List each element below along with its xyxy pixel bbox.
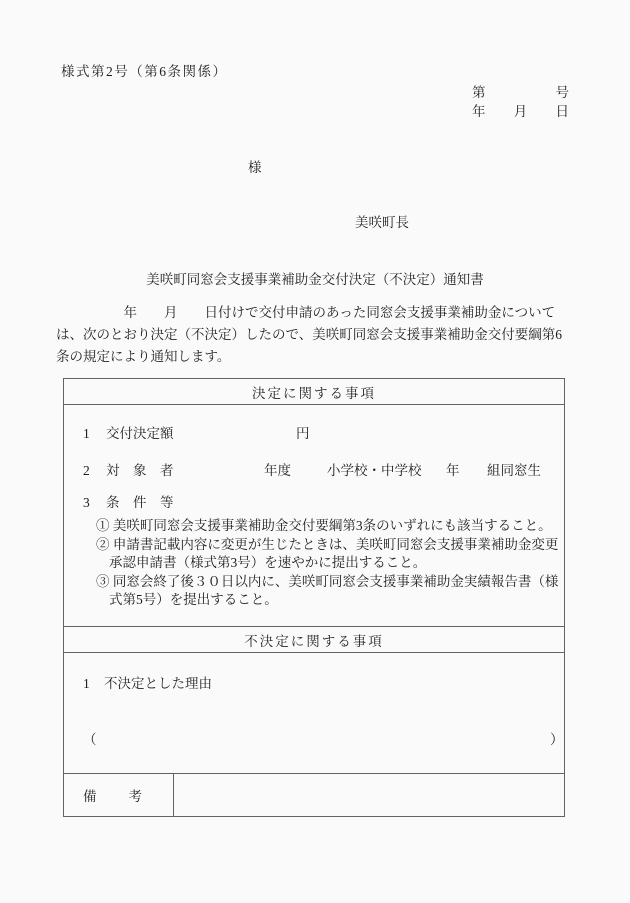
doc-number-prefix: 第 [472,85,486,100]
decision-item-target [64,462,564,480]
condition-item: ② 申請書記載内容に変更が生じたときは、美咲町同窓会支援事業補助金変更承認申請書（様式第3号）を速やかに提出すること。 [96,536,559,570]
rejection-reason-line [64,675,564,693]
item-number: 3 [83,495,90,510]
remarks-row [64,774,564,816]
item-label: 交付決定額 [106,426,174,441]
class-group-label: 組同窓生 [487,463,541,478]
remarks-char: 考 [128,789,142,804]
remarks-label-cell [64,774,174,816]
document-title: 美咲町同窓会支援事業補助金交付決定（不決定）通知書 [146,272,484,287]
doc-number-suffix: 号 [555,85,569,100]
condition-list [64,517,562,610]
fiscal-year-label: 年度 [264,463,291,478]
body-paragraph [56,302,578,368]
paragraph-line: 年 月 日付けで交付申請のあった同窓会支援事業補助金について [56,305,556,320]
doc-number-line [472,81,569,101]
decision-section-body [64,405,564,627]
decision-item-amount [64,425,564,443]
date-day-label: 日 [555,104,569,119]
rejection-section-body [64,653,564,774]
sender-name: 美咲町長 [355,215,409,230]
remarks-label [83,785,142,805]
school-type-label: 小学校・中学校 [327,463,422,478]
date-year-label: 年 [472,104,486,119]
remarks-char: 備 [83,789,97,804]
addressee-suffix: 様 [248,160,262,175]
item-number: 1 [83,676,90,691]
rejection-reason-label: 不決定とした理由 [104,676,212,691]
paren-open: （ [83,732,97,747]
remarks-value-cell [174,774,564,816]
paragraph-line: 条の規定により通知します。 [56,349,231,364]
notice-table [63,378,565,817]
paren-close: ） [550,732,564,747]
decision-item-conditions [64,494,564,512]
grade-year-label: 年 [446,463,460,478]
item-number: 2 [83,463,90,478]
form-number: 様式第2号（第6条関係） [61,64,228,79]
condition-item: ③ 同窓会終了後３０日以内に、美咲町同窓会支援事業補助金実績報告書（様式第5号）を提出すること。 [96,573,559,607]
item-label: 条 件 等 [106,495,174,510]
amount-unit-label: 円 [296,426,310,441]
item-label: 対 象 者 [106,463,174,478]
paragraph-line: は、次のとおり決定（不決定）したので、美咲町同窓会支援事業補助金交付要綱第6 [56,327,562,342]
date-line [472,100,569,120]
date-month-label: 月 [513,104,528,119]
rejection-section-header: 不決定に関する事項 [64,627,564,653]
decision-section-header: 決定に関する事項 [64,379,564,405]
condition-item: ① 美咲町同窓会支援事業補助金交付要綱第3条のいずれにも該当すること。 [96,518,552,533]
rejection-reason-blank [64,731,564,749]
item-number: 1 [83,426,90,441]
